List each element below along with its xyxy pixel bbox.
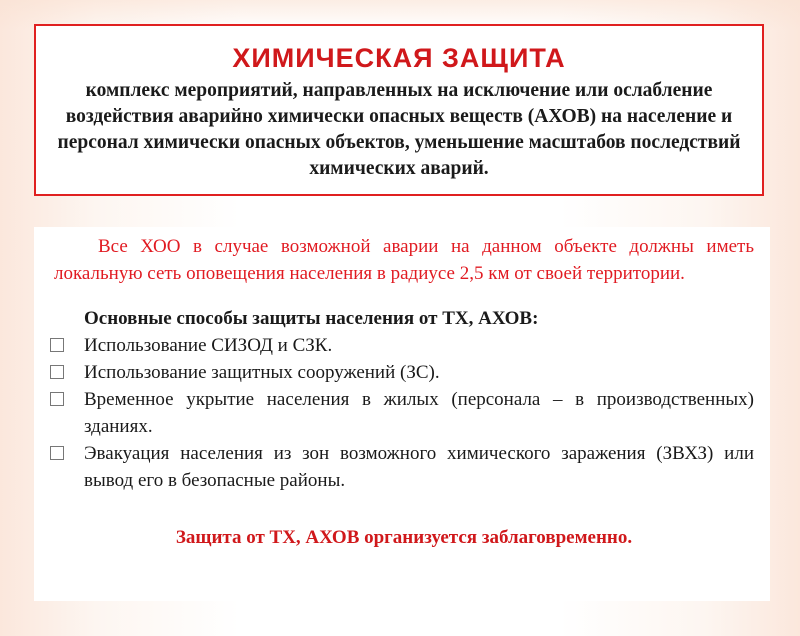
list-item-text: Использование СИЗОД и СЗК. [84,335,333,356]
checkbox-bullet-icon [50,365,64,379]
list-item [54,332,754,359]
definition-box [34,24,764,196]
checkbox-bullet-icon [50,392,64,406]
list-item-text: Эвакуация населения из зон возможного химического заражения (ЗВХЗ) или вывод его в безопасные районы. [84,443,754,491]
checkbox-bullet-icon [50,446,64,460]
checkbox-bullet-icon [50,338,64,352]
conclusion-text: Защита от ТХ, АХОВ организуется заблаговременно. [175,527,633,548]
list-item-text: Временное укрытие населения в жилых (персонала – в производственных) зданиях. [84,389,754,437]
definition-text: комплекс мероприятий, направленных на исключение или ослабление воздействия аварийно химически опасных веществ (АХОВ) на население и персонал химически опасных объектов, уменьшение масштабов последствий химических аварий. [57,80,741,179]
methods-list [54,332,754,494]
methods-heading: Основные способы защиты населения от ТХ, АХОВ: [84,308,539,329]
list-item [54,386,754,440]
list-item [54,359,754,386]
notice-text: Все ХОО в случае возможной аварии на данном объекте должны иметь локальную сеть оповещения населения в радиусе 2,5 км от своей территории. [54,236,754,284]
list-item [54,440,754,494]
list-item-text: Использование защитных сооружений (ЗС). [84,362,440,383]
page-title: ХИМИЧЕСКАЯ ЗАЩИТА [232,43,566,73]
content-panel [34,227,770,601]
